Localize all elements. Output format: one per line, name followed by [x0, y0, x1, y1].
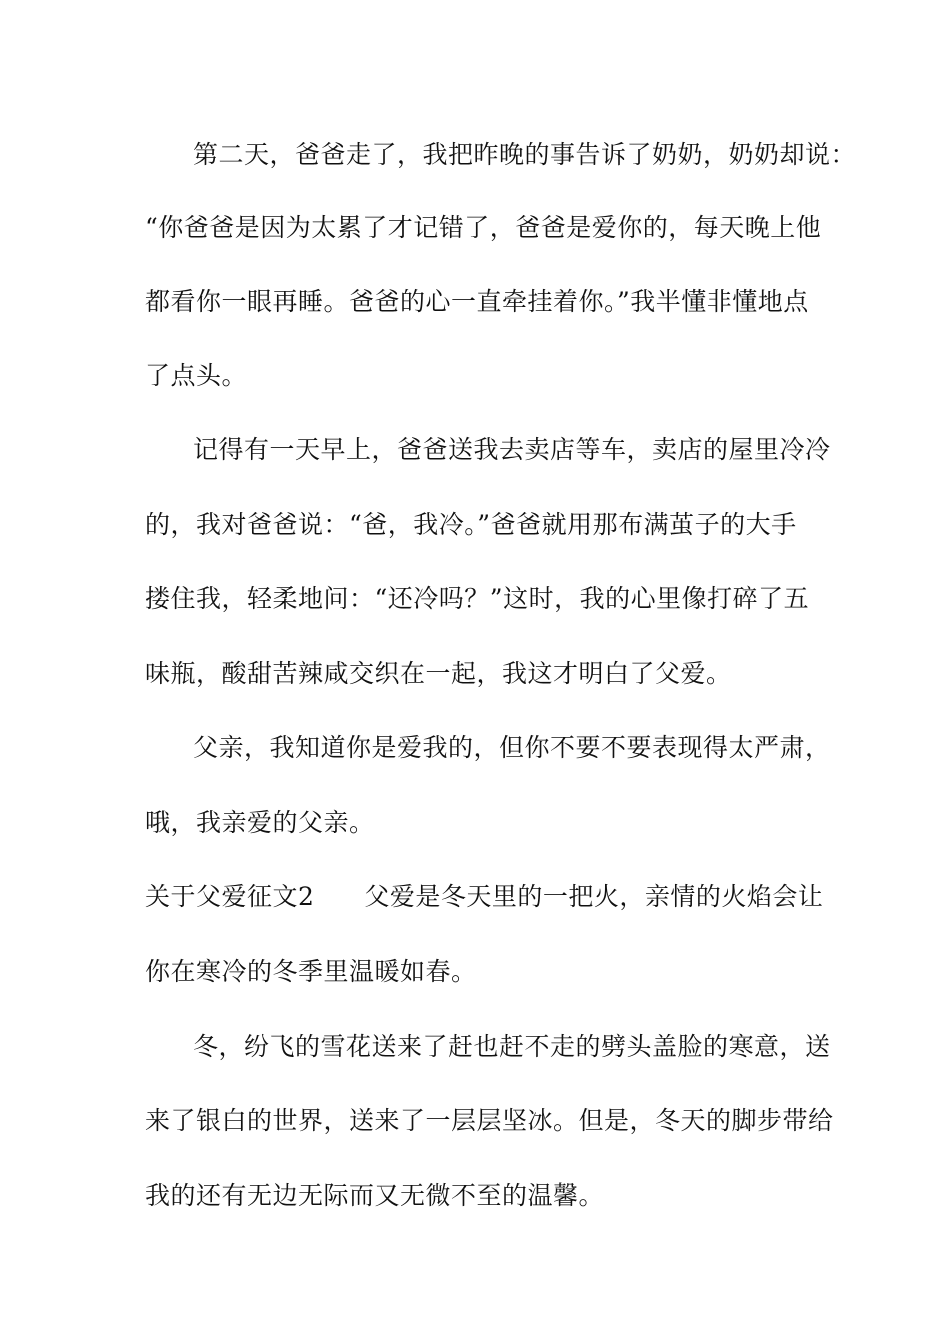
paragraph-4-line-1: 父爱是冬天里的一把火，亲情的火焰会让: [364, 882, 824, 911]
paragraph-2-line-3: 搂住我，轻柔地问：“还冷吗？”这时，我的心里像打碎了五: [145, 584, 810, 613]
paragraph-5-line-2: 来了银白的世界，送来了一层层坚冰。但是，冬天的脚步带给: [145, 1106, 834, 1135]
paragraph-2-line-1: 记得有一天早上，爸爸送我去卖店等车，卖店的屋里冷冷: [193, 435, 831, 464]
paragraph-1-line-3: 都看你一眼再睡。爸爸的心一直牵挂着你。”我半懂非懂地点: [145, 287, 809, 316]
paragraph-2-line-4: 味瓶，酸甜苦辣咸交织在一起，我这才明白了父爱。: [145, 659, 732, 688]
paragraph-1-line-4: 了点头。: [145, 361, 248, 390]
paragraph-5-line-3: 我的还有无边无际而又无微不至的温馨。: [145, 1181, 605, 1210]
paragraph-1-line-1: 第二天，爸爸走了，我把昨晚的事告诉了奶奶，奶奶却说：: [193, 140, 857, 169]
section-heading: 关于父爱征文2: [145, 882, 315, 911]
paragraph-5-line-1: 冬，纷飞的雪花送来了赶也赶不走的劈头盖脸的寒意，送: [193, 1032, 831, 1061]
paragraph-1-line-2: “你爸爸是因为太累了才记错了，爸爸是爱你的，每天晚上他: [145, 213, 822, 242]
section-heading-line: [145, 879, 825, 915]
paragraph-4-line-2: 你在寒冷的冬季里温暖如春。: [145, 957, 477, 986]
paragraph-3-line-1: 父亲，我知道你是爱我的，但你不要不要表现得太严肃，: [193, 733, 831, 762]
paragraph-2-line-2: 的，我对爸爸说：“爸，我冷。”爸爸就用那布满茧子的大手: [145, 510, 797, 539]
paragraph-3-line-2: 哦，我亲爱的父亲。: [145, 808, 375, 837]
